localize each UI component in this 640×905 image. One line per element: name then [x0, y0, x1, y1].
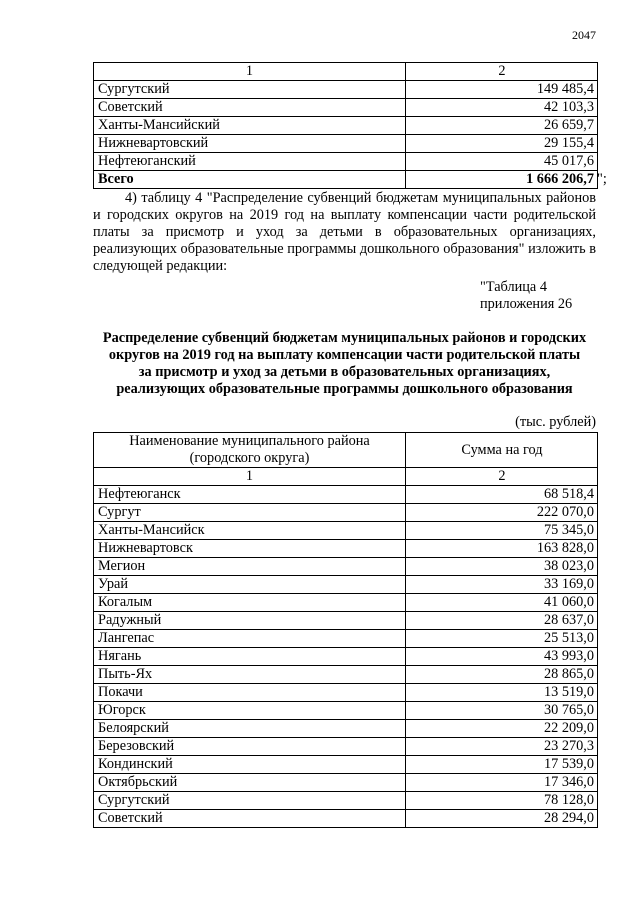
district-name-cell: Мегион	[94, 558, 406, 576]
amount-cell: 78 128,0	[406, 792, 598, 810]
district-name-cell: Югорск	[94, 702, 406, 720]
paragraph-text-end: образования" изложить в следующей редакции:	[93, 241, 596, 274]
amount-cell: 17 539,0	[406, 756, 598, 774]
district-name-cell: Когалым	[94, 594, 406, 612]
numbering-row	[94, 468, 598, 486]
amount-cell: 38 023,0	[406, 558, 598, 576]
district-column-header: Наименование муниципального района (городского округа)	[94, 433, 406, 468]
total-amount-cell: 1 666 206,7	[406, 171, 598, 189]
amount-cell: 25 513,0	[406, 630, 598, 648]
district-name-cell: Сургутский	[94, 792, 406, 810]
amount-cell: 42 103,3	[406, 99, 598, 117]
table-caption	[480, 279, 572, 313]
district-name-cell: Белоярский	[94, 720, 406, 738]
table-row	[94, 153, 598, 171]
district-name-cell: Октябрьский	[94, 774, 406, 792]
district-name-cell: Сургутский	[94, 81, 406, 99]
table-caption-line: "Таблица 4	[480, 279, 547, 295]
district-name-cell: Березовский	[94, 738, 406, 756]
amount-cell: 45 017,6	[406, 153, 598, 171]
paragraph-text: 4) таблицу 4 "Распределение субвенций бюджетам муниципальных районов и городских округов на 2019 год на выплату компенсации части родительской платы за присмотр и уход за детьми в образовательных организациях, реализующих образовательные программы дошкольного	[93, 190, 596, 257]
header-row	[94, 433, 598, 468]
table-row	[94, 576, 598, 594]
district-name-cell: Советский	[94, 810, 406, 828]
table-row	[94, 810, 598, 828]
heading-line: округов на 2019 год на выплату компенсации части родительской платы	[108, 347, 581, 363]
table-row	[94, 756, 598, 774]
amount-cell: 222 070,0	[406, 504, 598, 522]
column-number-cell: 2	[406, 63, 598, 81]
column-number-cell: 1	[94, 468, 406, 486]
table-row	[94, 702, 598, 720]
table-heading	[93, 330, 596, 398]
district-name-cell: Лангепас	[94, 630, 406, 648]
amount-cell: 26 659,7	[406, 117, 598, 135]
amount-cell: 28 294,0	[406, 810, 598, 828]
table-row	[94, 540, 598, 558]
amount-cell: 22 209,0	[406, 720, 598, 738]
heading-line: за присмотр и уход за детьми в образовательных организациях,	[138, 364, 551, 380]
table-row	[94, 774, 598, 792]
district-name-cell: Нефтеюганск	[94, 486, 406, 504]
amount-cell: 33 169,0	[406, 576, 598, 594]
district-name-cell: Ханты-Мансийск	[94, 522, 406, 540]
district-name-cell: Сургут	[94, 504, 406, 522]
district-name-cell: Ханты-Мансийский	[94, 117, 406, 135]
distribution-table	[93, 432, 598, 828]
district-name-cell: Кондинский	[94, 756, 406, 774]
district-name-cell: Урай	[94, 576, 406, 594]
table-row	[94, 486, 598, 504]
table-row	[94, 117, 598, 135]
amount-cell: 23 270,3	[406, 738, 598, 756]
closing-quote: ";	[597, 171, 607, 187]
top-table	[93, 62, 598, 189]
table-row	[94, 720, 598, 738]
table-row	[94, 792, 598, 810]
amount-cell: 28 865,0	[406, 666, 598, 684]
amount-cell: 29 155,4	[406, 135, 598, 153]
amount-cell: 28 637,0	[406, 612, 598, 630]
table-row	[94, 522, 598, 540]
district-name-cell: Нягань	[94, 648, 406, 666]
amount-cell: 30 765,0	[406, 702, 598, 720]
district-name-cell: Советский	[94, 99, 406, 117]
table-row	[94, 504, 598, 522]
district-name-cell: Нефтеюганский	[94, 153, 406, 171]
table-row	[94, 558, 598, 576]
district-name-cell: Радужный	[94, 612, 406, 630]
district-name-cell: Покачи	[94, 684, 406, 702]
units-label: (тыс. рублей)	[515, 414, 596, 430]
amendment-paragraph	[93, 190, 596, 275]
table-row	[94, 99, 598, 117]
amount-cell: 43 993,0	[406, 648, 598, 666]
table-row	[94, 738, 598, 756]
table-row	[94, 648, 598, 666]
table-row	[94, 135, 598, 153]
table-row	[94, 666, 598, 684]
heading-line: Распределение субвенций бюджетам муниципальных районов и городских	[102, 330, 587, 346]
table-row	[94, 684, 598, 702]
district-name-cell: Нижневартовск	[94, 540, 406, 558]
amount-cell: 68 518,4	[406, 486, 598, 504]
total-row	[94, 171, 598, 189]
heading-line: реализующих образовательные программы дошкольного образования	[116, 381, 573, 397]
amount-cell: 17 346,0	[406, 774, 598, 792]
column-number-cell: 2	[406, 468, 598, 486]
table-row	[94, 630, 598, 648]
table-row	[94, 81, 598, 99]
amount-cell: 75 345,0	[406, 522, 598, 540]
column-number-cell: 1	[94, 63, 406, 81]
table-row	[94, 612, 598, 630]
district-name-cell: Пыть-Ях	[94, 666, 406, 684]
amount-cell: 163 828,0	[406, 540, 598, 558]
amount-cell: 149 485,4	[406, 81, 598, 99]
page-number: 2047	[572, 28, 596, 42]
amount-column-header: Сумма на год	[406, 433, 598, 468]
amount-cell: 13 519,0	[406, 684, 598, 702]
district-name-cell: Нижневартовский	[94, 135, 406, 153]
amount-cell: 41 060,0	[406, 594, 598, 612]
table-row	[94, 594, 598, 612]
total-label-cell: Всего	[94, 171, 406, 189]
table-row	[94, 63, 598, 81]
table-caption-line: приложения 26	[480, 296, 573, 312]
